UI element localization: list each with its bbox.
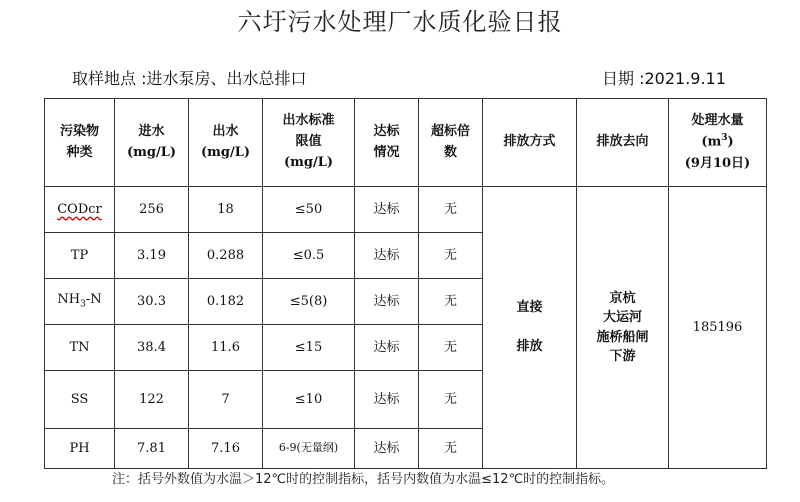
discharge-dest-cell: 京杭 大运河 施桥船闸 下游 xyxy=(577,187,669,469)
footnote: 注：括号外数值为水温＞12℃时的控制指标，括号内数值为水温≤12℃时的控制指标。 xyxy=(112,472,615,487)
limit-cell: ≤50 xyxy=(263,187,355,233)
compliance-cell: 达标 xyxy=(355,325,419,371)
inflow-cell: 38.4 xyxy=(115,325,189,371)
table-row xyxy=(45,187,767,233)
limit-cell: ≤10 xyxy=(263,371,355,429)
inflow-cell: 30.3 xyxy=(115,279,189,325)
report-title: 六圩污水处理厂水质化验日报 xyxy=(237,8,563,36)
compliance-cell: 达标 xyxy=(355,371,419,429)
header-exceed: 超标倍 数 xyxy=(419,99,483,187)
compliance-cell: 达标 xyxy=(355,233,419,279)
outflow-cell: 18 xyxy=(189,187,263,233)
header-discharge-method: 排放方式 xyxy=(483,99,577,187)
compliance-cell: 达标 xyxy=(355,187,419,233)
pollutant-cell: TN xyxy=(45,325,115,371)
limit-cell: ≤15 xyxy=(263,325,355,371)
outflow-cell: 0.182 xyxy=(189,279,263,325)
exceed-cell: 无 xyxy=(419,325,483,371)
exceed-cell: 无 xyxy=(419,429,483,469)
outflow-cell: 0.288 xyxy=(189,233,263,279)
pollutant-cell: $NH_3-N$ xyxy=(45,279,115,325)
inflow-cell: 3.19 xyxy=(115,233,189,279)
compliance-cell: 达标 xyxy=(355,279,419,325)
pollutant-cell: CODcr xyxy=(45,187,115,233)
inflow-cell: 122 xyxy=(115,371,189,429)
pollutant-cell: SS xyxy=(45,371,115,429)
report-date: 日期 :2021.9.11 xyxy=(602,69,726,88)
inflow-cell: 7.81 xyxy=(115,429,189,469)
exceed-cell: 无 xyxy=(419,233,483,279)
limit-cell: ≤0.5 xyxy=(263,233,355,279)
water-quality-table xyxy=(44,98,767,469)
pollutant-cell: TP xyxy=(45,233,115,279)
limit-cell: ≤5(8) xyxy=(263,279,355,325)
pollutant-cell: PH xyxy=(45,429,115,469)
header-outflow: 出水 (mg/L) xyxy=(189,99,263,187)
discharge-method-cell: 直接 排放 xyxy=(483,187,577,469)
outflow-cell: 11.6 xyxy=(189,325,263,371)
treated-volume-cell: 185196 xyxy=(669,187,767,469)
header-inflow: 进水 (mg/L) xyxy=(115,99,189,187)
header-pollutant: 污染物 种类 xyxy=(45,99,115,187)
limit-cell: 6-9(无量纲) xyxy=(263,429,355,469)
outflow-cell: 7.16 xyxy=(189,429,263,469)
header-volume: 处理水量 $(m^3)$ (9月10日) xyxy=(669,99,767,187)
header-compliance: 达标 情况 xyxy=(355,99,419,187)
outflow-cell: 7 xyxy=(189,371,263,429)
inflow-cell: 256 xyxy=(115,187,189,233)
compliance-cell: 达标 xyxy=(355,429,419,469)
header-row xyxy=(45,99,767,187)
header-discharge-dest: 排放去向 xyxy=(577,99,669,187)
exceed-cell: 无 xyxy=(419,279,483,325)
exceed-cell: 无 xyxy=(419,187,483,233)
exceed-cell: 无 xyxy=(419,371,483,429)
sampling-location: 取样地点 :进水泵房、出水总排口 xyxy=(72,69,307,88)
header-limit: 出水标准 限值 (mg/L) xyxy=(263,99,355,187)
